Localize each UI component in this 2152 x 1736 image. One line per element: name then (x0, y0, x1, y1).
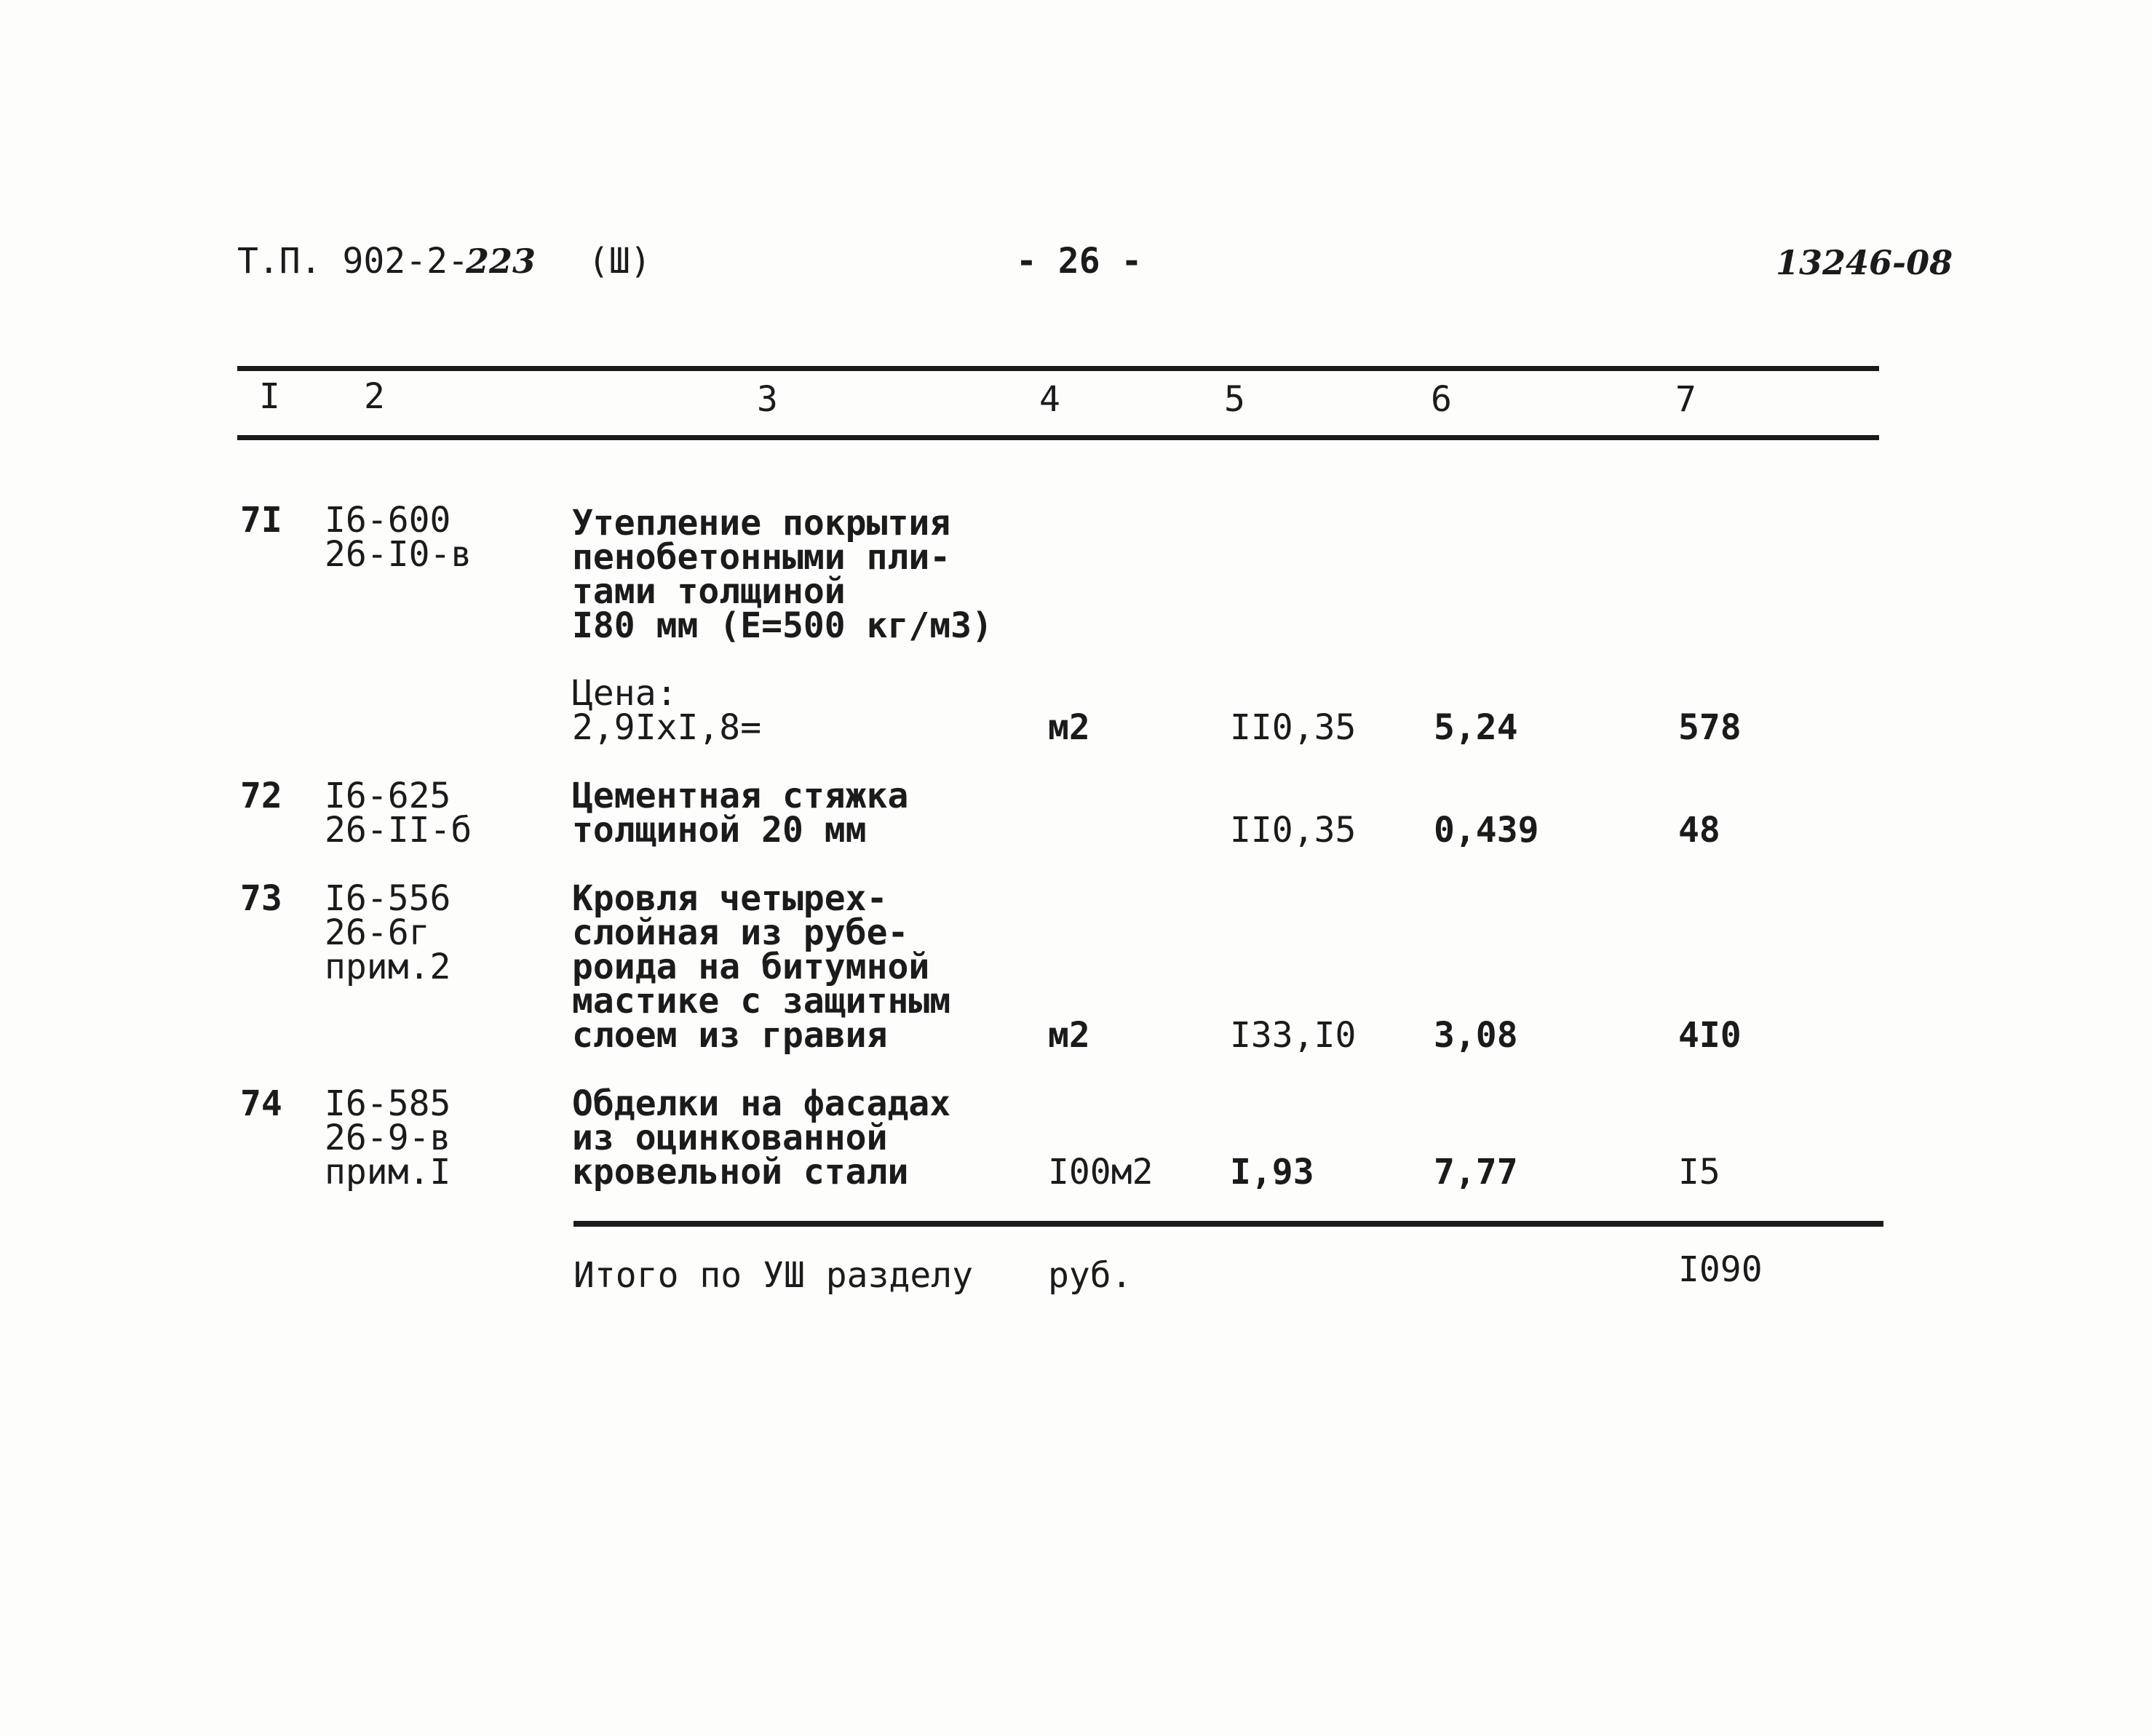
summary-label: Итого по УШ разделу (573, 1255, 974, 1296)
row-unit: м2 (1048, 1015, 1090, 1056)
row-unit: I00м2 (1048, 1152, 1154, 1192)
row-description-line: из оцинкованной (572, 1118, 888, 1158)
column-header-1: I (259, 376, 280, 417)
row-price-note: Цена: (572, 673, 678, 714)
row-code: I6-625 (325, 776, 451, 816)
row-code: 26-6г (325, 912, 430, 953)
row-code: I6-600 (325, 500, 451, 541)
column-header-5: 5 (1224, 379, 1245, 420)
row-total: 578 (1678, 707, 1742, 748)
table-top-rule (237, 366, 1879, 371)
summary-total: I090 (1678, 1249, 1763, 1290)
row-total: I5 (1678, 1152, 1720, 1192)
row-description-line: Кровля четырех- (572, 878, 888, 919)
doc-number-handwritten: 223 (466, 242, 536, 281)
row-price: 0,439 (1434, 810, 1539, 851)
inventory-number-handwritten: 13246-08 (1776, 243, 1953, 282)
volume-mark: (Ш) (588, 241, 651, 282)
row-description-line: Утепление покрытия (572, 503, 951, 544)
row-unit: м2 (1048, 707, 1090, 748)
row-quantity: II0,35 (1230, 707, 1357, 748)
row-description-line: мастике с защитным (572, 981, 951, 1022)
column-header-2: 2 (364, 376, 385, 417)
row-code: 26-9-в (325, 1118, 451, 1158)
row-number: 74 (240, 1083, 282, 1124)
row-description-line: толщиной 20 мм (572, 810, 867, 851)
column-header-7: 7 (1675, 379, 1696, 420)
row-description-line: тами толщиной (572, 571, 846, 612)
row-description-line: I80 мм (Е=500 кг/м3) (572, 605, 993, 646)
row-description-line: Цементная стяжка (572, 776, 909, 816)
row-total: 48 (1678, 810, 1720, 851)
row-number: 7I (240, 500, 282, 541)
row-quantity: II0,35 (1230, 810, 1357, 851)
row-price: 3,08 (1434, 1015, 1518, 1056)
row-description-line: роида на битумной (572, 947, 930, 987)
row-description-line: слоем из гравия (572, 1015, 888, 1056)
page-number: - 26 - (1016, 241, 1143, 282)
row-price: 7,77 (1434, 1152, 1518, 1192)
doc-designation: Т.П. 902-2- (237, 241, 469, 282)
row-description-line: слойная из рубе- (572, 912, 909, 953)
row-code: 26-II-б (325, 810, 472, 851)
row-code: прим.2 (325, 947, 451, 987)
row-price-note: 2,9IхI,8= (572, 707, 762, 748)
row-total: 4I0 (1678, 1015, 1742, 1056)
row-description-line: пенобетонными пли- (572, 537, 951, 578)
row-quantity: I33,I0 (1230, 1015, 1357, 1056)
row-code: 26-I0-в (325, 534, 472, 575)
summary-rule (573, 1221, 1883, 1227)
column-header-6: 6 (1431, 379, 1452, 420)
row-code: I6-585 (325, 1083, 451, 1124)
row-code: I6-556 (325, 878, 451, 919)
row-description-line: кровельной стали (572, 1152, 909, 1192)
summary-unit: руб. (1048, 1255, 1132, 1296)
row-price: 5,24 (1434, 707, 1518, 748)
column-header-3: 3 (757, 379, 778, 420)
row-code: прим.I (325, 1152, 451, 1192)
row-number: 73 (240, 878, 282, 919)
table-header-rule (237, 435, 1879, 440)
row-quantity: I,93 (1230, 1152, 1314, 1192)
row-description-line: Обделки на фасадах (572, 1083, 951, 1124)
column-header-4: 4 (1039, 379, 1060, 420)
row-number: 72 (240, 776, 282, 816)
